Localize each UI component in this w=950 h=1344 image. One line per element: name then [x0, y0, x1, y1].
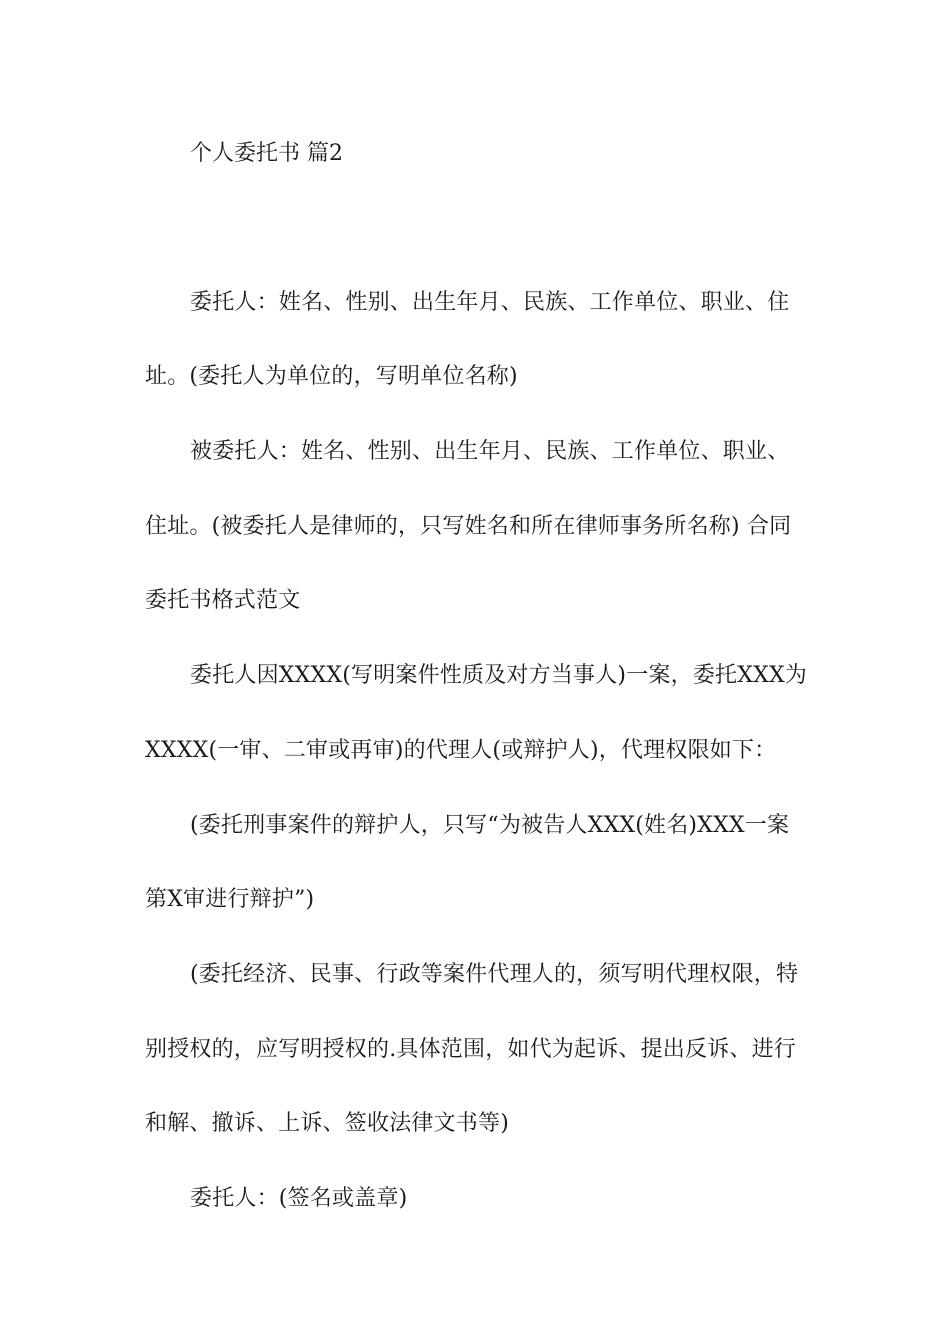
paragraph-line: 委托书格式范文 [145, 588, 301, 613]
paragraph-line: 和解、撤诉、上诉、签收法律文书等) [145, 1111, 509, 1136]
paragraph-line: 第X审进行辩护”) [145, 887, 315, 912]
paragraph-line: XXXX(一审、二审或再审)的代理人(或辩护人)，代理权限如下： [145, 738, 777, 763]
paragraph-line: 住址。(被委托人是律师的，只写姓名和所在律师事务所名称) 合同 [145, 514, 792, 539]
paragraph-line: (委托经济、民事、行政等案件代理人的，须写明代理权限，特 [190, 962, 799, 987]
paragraph-line: (委托刑事案件的辩护人，只写“为被告人XXX(姓名)XXX一案 [190, 813, 790, 838]
signature-line: 委托人：(签名或盖章) [190, 1186, 408, 1211]
document-heading: 个人委托书 篇2 [190, 141, 343, 166]
paragraph-line: 别授权的，应写明授权的.具体范围，如代为起诉、提出反诉、进行 [145, 1037, 796, 1062]
paragraph-line: 址。(委托人为单位的，写明单位名称) [145, 364, 518, 389]
paragraph-line: 委托人：姓名、性别、出生年月、民族、工作单位、职业、住 [190, 290, 790, 315]
paragraph-line: 被委托人：姓名、性别、出生年月、民族、工作单位、职业、 [190, 439, 790, 464]
paragraph-line: 委托人因XXXX(写明案件性质及对方当事人)一案，委托XXX为 [190, 663, 808, 688]
